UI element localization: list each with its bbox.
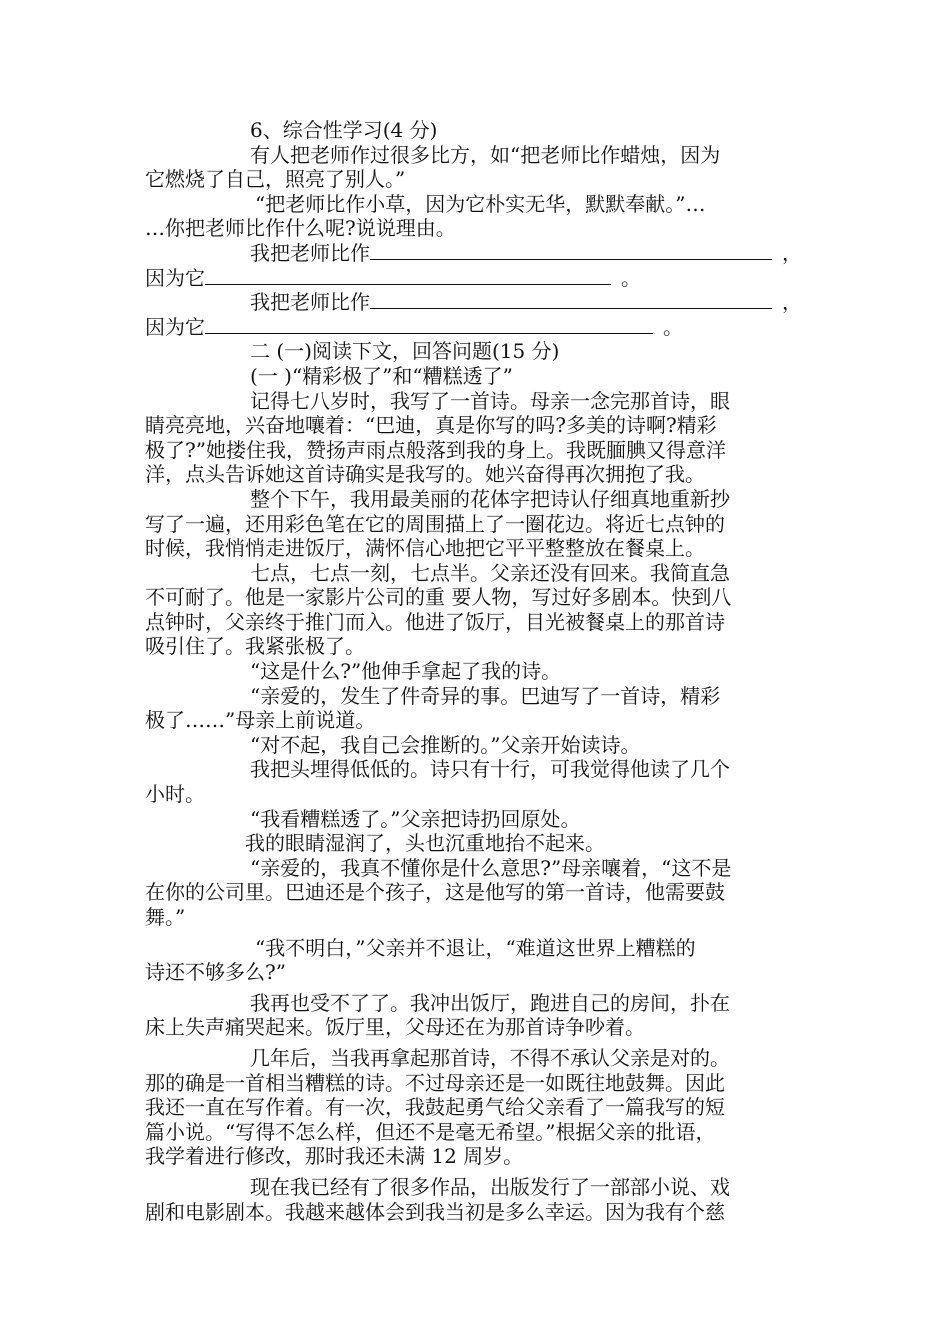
fill-in-line-2a [145,290,807,315]
paragraph-line: 它燃烧了自己，照亮了别人。” [145,167,406,192]
paragraph-line [145,143,807,168]
paragraph-line: 诗还不够多么?” [145,960,286,985]
paragraph-line: 洋，点头告诉她这首诗确实是我写的。她兴奋得再次拥抱了我。 [145,462,705,487]
paragraph-line: 我还一直在写作着。有一次，我鼓起勇气给父亲看了一篇我写的短 [145,1095,725,1120]
paragraph-line: 小时。 [145,782,205,807]
paragraph-line: 时候，我悄悄走进饭厅，满怀信心地把它平平整整放在餐桌上。 [145,536,705,561]
paragraph-line: 在你的公司里。巴迪还是个孩子，这是他写的第一首诗，他需要鼓 [145,880,725,905]
reading-title: (一 )“精彩极了”和“糟糕透了” [250,363,513,388]
fill-in-line-2b [145,315,807,340]
prompt-text: 我把老师比作 [250,290,370,315]
paragraph-line: 现在我已经有了很多作品，出版发行了一部部小说、戏 [250,1174,730,1199]
paragraph-line: “亲爱的，发生了件奇异的事。巴迪写了一首诗，精彩 [250,683,721,708]
paragraph-line: “我不明白，”父亲并不退让，“难道这世界上糟糕的 [255,935,696,960]
paragraph-line: “这是什么?”他伸手拿起了我的诗。 [250,659,562,684]
paragraph-line: 几年后，当我再拿起那首诗，不得不承认父亲是对的。 [250,1045,730,1070]
paragraph-line: 剧和电影剧本。我越来越体会到我当初是多么幸运。因为我有个慈 [145,1199,725,1224]
answer-blank[interactable] [370,290,772,309]
punctuation: ， [782,240,802,265]
paragraph-line: 写了一遍，还用彩色笔在它的周围描上了一圈花边。将近七点钟的 [145,511,725,536]
paragraph-line: 极了?”她搂住我，赞扬声雨点般落到我的身上。我既腼腆又得意洋 [145,437,726,462]
text: 有人把老师作过很多比方，如“把老师比作蜡烛，因为 [250,142,721,167]
answer-blank[interactable] [370,241,772,260]
paragraph-line: “我看糟糕透了。”父亲把诗扔回原处。 [250,806,581,831]
paragraph-line: “亲爱的，我真不懂你是什么意思?”母亲嚷着，“这不是 [250,855,732,880]
paragraph-line: “对不起，我自己会推断的。”父亲开始读诗。 [250,732,641,757]
punctuation: ， [782,290,802,315]
paragraph-line: 整个下午，我用最美丽的花体字把诗认仔细真地重新抄 [250,486,730,511]
punctuation: 。 [621,265,641,290]
paragraph-line: “把老师比作小草，因为它朴实无华，默默奉献。”… [255,191,706,216]
document-body [145,118,807,1224]
prompt-text: 因为它 [145,265,205,290]
paragraph-line: 记得七八岁时，我写了一首诗。母亲一念完那首诗，眼 [250,388,730,413]
paragraph-line: 床上失声痛哭起来。饭厅里，父母还在为那首诗争吵着。 [145,1015,645,1040]
paragraph-line: 我把头埋得低低的。诗只有十行，可我觉得他读了几个 [250,757,730,782]
paragraph-line: …你把老师比作什么呢?说说理由。 [145,216,456,241]
answer-blank[interactable] [205,315,653,334]
section-6-title: 6、综合性学习(4 分) [250,118,438,142]
section-2-heading: 二 (一)阅读下文，回答问题(15 分) [250,339,560,364]
paragraph-line: 点钟时，父亲终于推门而入。他进了饭厅，目光被餐桌上的那首诗 [145,609,725,634]
paragraph-line: 吸引住了。我紧张极了。 [145,634,365,659]
paragraph-line: 我的眼睛湿润了，头也沉重地抬不起来。 [245,831,605,856]
paragraph-line: 舞。” [145,905,186,929]
paragraph-line: 那的确是一首相当糟糕的诗。不过母亲还是一如既往地鼓舞。因此 [145,1070,725,1095]
prompt-text: 我把老师比作 [250,240,370,265]
paragraph-line: 七点，七点一刻，七点半。父亲还没有回来。我简直急 [250,560,730,585]
paragraph-line: 睛亮亮地，兴奋地嚷着：“巴迪，真是你写的吗?多美的诗啊?精彩 [145,413,717,438]
paragraph-line: 我再也受不了了。我冲出饭厅，跑进自己的房间，扑在 [250,990,730,1015]
paragraph-line: 篇小说。“写得不怎么样，但还不是毫无希望。”根据父亲的批语， [145,1119,716,1144]
fill-in-line-1b [145,266,807,291]
answer-blank[interactable] [205,266,611,285]
punctuation: 。 [663,314,683,339]
prompt-text: 因为它 [145,314,205,339]
paragraph-line: 我学着进行修改，那时我还未满 12 周岁。 [145,1144,524,1169]
paragraph-line: 不可耐了。他是一家影片公司的重 要人物，写过好多剧本。快到八 [145,585,732,610]
fill-in-line-1a [145,241,807,266]
paragraph-line: 极了……”母亲上前说道。 [145,708,376,733]
